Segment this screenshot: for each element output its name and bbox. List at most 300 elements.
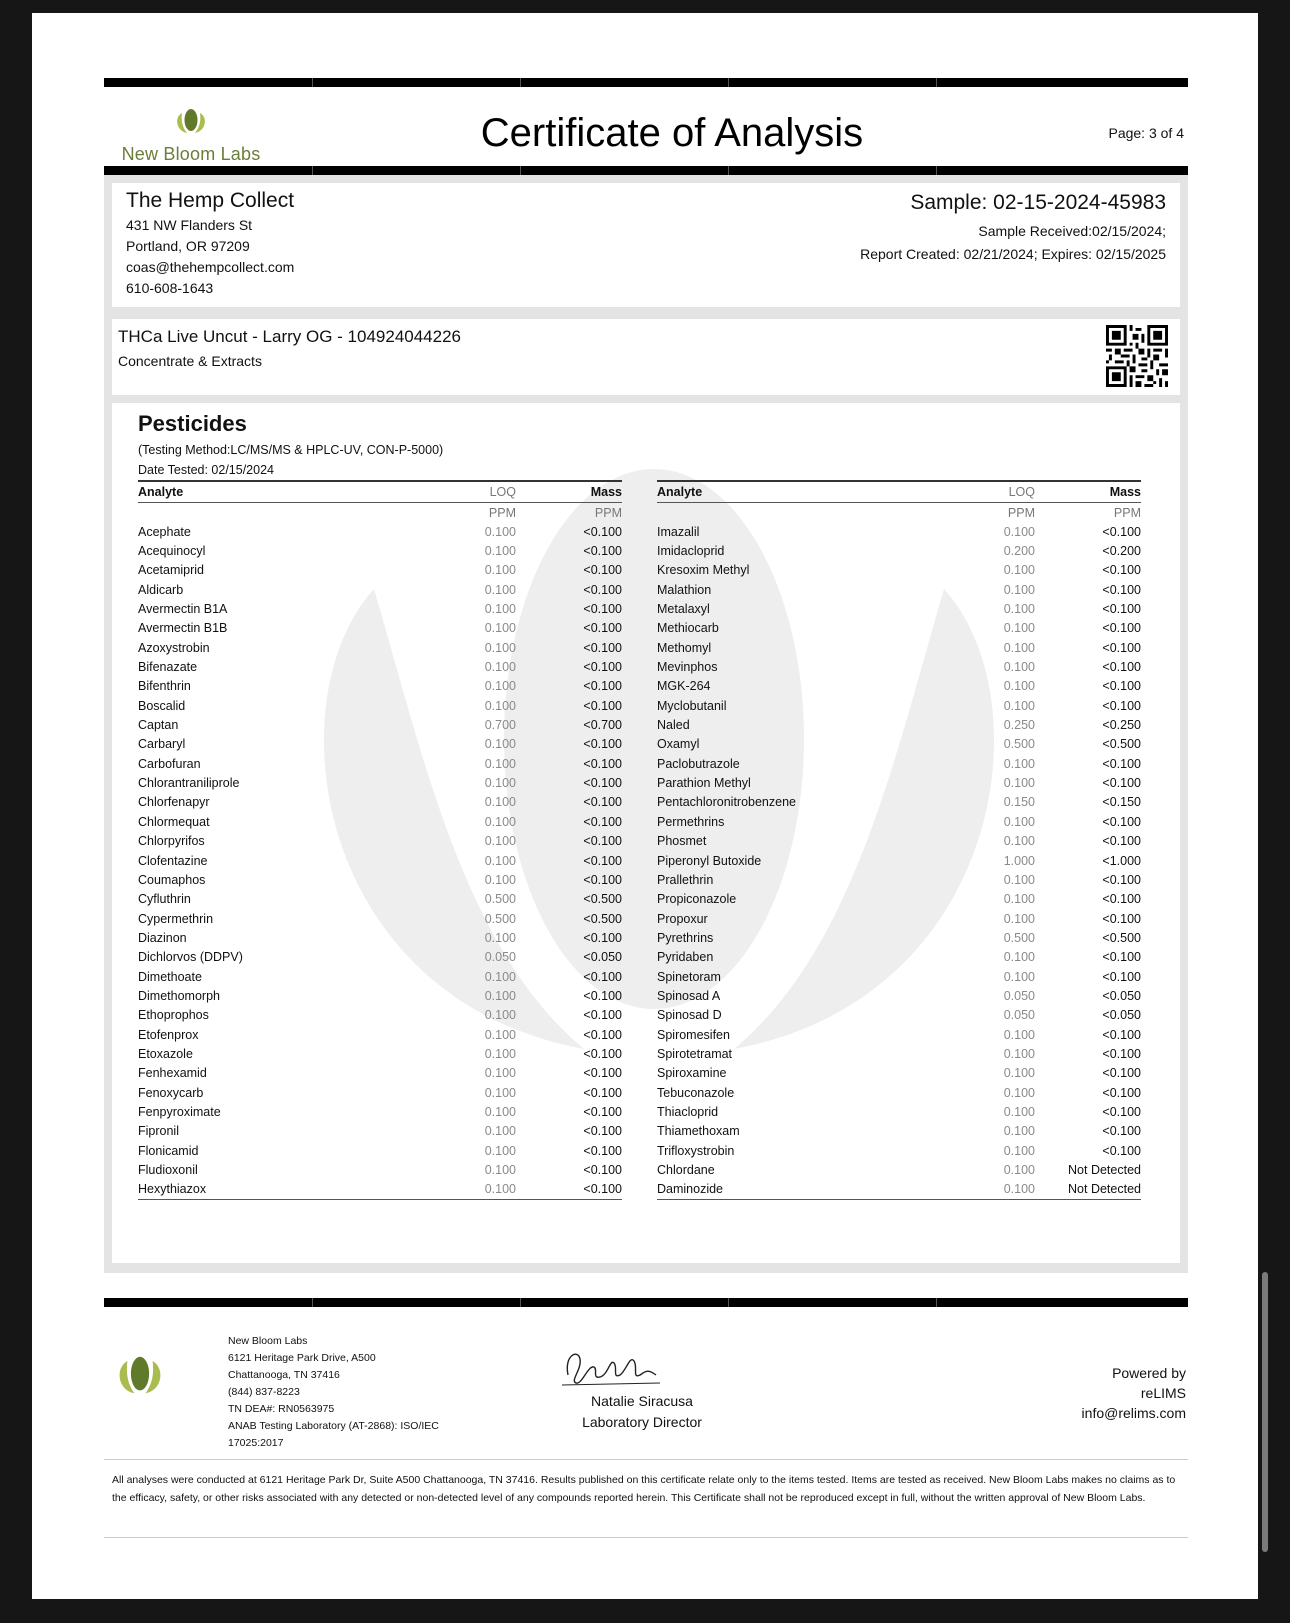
loq-unit: PPM xyxy=(1007,505,1035,520)
loq-value: 0.100 xyxy=(1003,814,1035,829)
mass-value: <0.100 xyxy=(583,1066,622,1081)
mass-value: Not Detected xyxy=(1068,1163,1141,1178)
table-row xyxy=(138,522,622,541)
table-row xyxy=(138,715,622,734)
table-row xyxy=(657,1006,1141,1025)
analyte-name: Fenpyroximate xyxy=(138,1104,221,1119)
analyte-name: Myclobutanil xyxy=(657,698,727,713)
analyte-name: Parathion Methyl xyxy=(657,776,751,791)
table-row xyxy=(657,967,1141,986)
analyte-name: Diazinon xyxy=(138,930,187,945)
col-loq: LOQ xyxy=(957,481,1041,503)
table-row xyxy=(657,948,1141,967)
table-row xyxy=(657,754,1141,773)
analyte-name: Clofentazine xyxy=(138,853,208,868)
loq-value: 0.100 xyxy=(484,660,516,675)
mass-value: <0.050 xyxy=(1102,1008,1141,1023)
table-row xyxy=(657,541,1141,560)
analyte-name: Carbofuran xyxy=(138,756,201,771)
mass-value: <0.100 xyxy=(1102,756,1141,771)
table-row xyxy=(138,986,622,1005)
table-row xyxy=(657,638,1141,657)
loq-value: 0.100 xyxy=(957,1180,1041,1200)
table-row xyxy=(138,948,622,967)
mass-value: <0.100 xyxy=(583,795,622,810)
mass-value: <0.100 xyxy=(583,698,622,713)
analyte-name: Fludioxonil xyxy=(138,1163,198,1178)
client-name: The Hemp Collect xyxy=(126,189,295,212)
analyte-name: Spiromesifen xyxy=(657,1027,730,1042)
table-row xyxy=(657,715,1141,734)
loq-value: 0.100 xyxy=(484,756,516,771)
loq-value: 0.100 xyxy=(1003,1104,1035,1119)
loq-value: 0.100 xyxy=(1003,621,1035,636)
mass-value: <0.100 xyxy=(583,1104,622,1119)
analyte-name: Mevinphos xyxy=(657,660,718,675)
loq-value: 0.050 xyxy=(1003,988,1035,1003)
mass-value: <0.100 xyxy=(1102,602,1141,617)
mass-value: <0.100 xyxy=(1102,814,1141,829)
mass-value: <0.100 xyxy=(583,1008,622,1023)
loq-value: 0.500 xyxy=(484,911,516,926)
analyte-name: Pyrethrins xyxy=(657,930,714,945)
analyte-name: Spiroxamine xyxy=(657,1066,727,1081)
analyte-name: Etofenprox xyxy=(138,1027,199,1042)
analyte-name: Propoxur xyxy=(657,911,708,926)
client-email: coas@thehempcollect.com xyxy=(126,259,295,275)
pesticides-table-left xyxy=(138,480,622,1200)
mass-value: <0.100 xyxy=(1102,582,1141,597)
analyte-name: Avermectin B1B xyxy=(138,621,228,636)
scrollbar-thumb[interactable] xyxy=(1262,1272,1268,1552)
table-row xyxy=(138,696,622,715)
mass-value: <0.100 xyxy=(583,969,622,984)
mass-value: <0.100 xyxy=(1102,911,1141,926)
loq-value: 0.100 xyxy=(1003,1027,1035,1042)
mass-value: <0.100 xyxy=(1102,872,1141,887)
loq-value: 0.100 xyxy=(484,1085,516,1100)
loq-value: 0.100 xyxy=(1003,1046,1035,1061)
table-row xyxy=(138,1025,622,1044)
analyte-name: Imazalil xyxy=(657,524,700,539)
mass-value: <0.250 xyxy=(1102,718,1141,733)
signer-block xyxy=(532,1391,752,1433)
analyte-name: Fipronil xyxy=(138,1124,179,1139)
product-category: Concentrate & Extracts xyxy=(118,353,262,369)
table-row xyxy=(657,1102,1141,1121)
analyte-name: Pyridaben xyxy=(657,950,714,965)
mass-value: <0.100 xyxy=(583,756,622,771)
mass-value: <0.100 xyxy=(1102,969,1141,984)
table-row xyxy=(138,870,622,889)
leaf-logo-icon xyxy=(171,107,211,137)
table-row xyxy=(657,657,1141,676)
table-row xyxy=(138,967,622,986)
mass-value: <0.100 xyxy=(583,1027,622,1042)
analyte-name: Pentachloronitrobenzene xyxy=(657,795,796,810)
mass-value: <0.100 xyxy=(1102,1124,1141,1139)
mass-value: <0.100 xyxy=(1102,660,1141,675)
loq-value: 0.100 xyxy=(484,737,516,752)
footer-divider-bottom xyxy=(104,1537,1188,1538)
mass-value: <0.700 xyxy=(583,718,622,733)
mass-value: <0.100 xyxy=(583,1163,622,1178)
mass-value: <0.100 xyxy=(1102,1085,1141,1100)
loq-value: 0.100 xyxy=(484,795,516,810)
analyte-name: Piperonyl Butoxide xyxy=(657,853,762,868)
powered-by-label: Powered by xyxy=(1112,1365,1186,1381)
table-row xyxy=(657,561,1141,580)
loq-value: 0.100 xyxy=(438,1180,522,1200)
analyte-name: Thiamethoxam xyxy=(657,1124,740,1139)
mass-value: <0.100 xyxy=(1102,950,1141,965)
loq-value: 0.100 xyxy=(1003,1085,1035,1100)
loq-value: 0.100 xyxy=(484,582,516,597)
loq-value: 0.100 xyxy=(484,1008,516,1023)
loq-value: 0.100 xyxy=(1003,698,1035,713)
mass-value: <0.100 xyxy=(583,621,622,636)
analyte-name: Dimethomorph xyxy=(138,988,220,1003)
client-address-line2: Portland, OR 97209 xyxy=(126,238,250,254)
mass-value: <0.500 xyxy=(583,892,622,907)
mass-value: <0.100 xyxy=(583,679,622,694)
table-row xyxy=(138,657,622,676)
loq-value: 0.100 xyxy=(1003,969,1035,984)
signature-image xyxy=(560,1345,670,1389)
mass-value: <0.100 xyxy=(1102,1104,1141,1119)
table-row xyxy=(138,812,622,831)
loq-value: 0.100 xyxy=(484,930,516,945)
loq-value: 0.100 xyxy=(484,834,516,849)
loq-value: 0.100 xyxy=(1003,679,1035,694)
analyte-name: Bifenazate xyxy=(138,660,198,675)
lab-info-line: New Bloom Labs xyxy=(228,1335,308,1347)
loq-value: 0.100 xyxy=(484,853,516,868)
pesticides-panel xyxy=(104,395,1188,1273)
table-row xyxy=(657,1180,1141,1200)
table-row xyxy=(657,1141,1141,1160)
mass-value: <0.100 xyxy=(583,737,622,752)
table-row xyxy=(138,677,622,696)
loq-value: 0.100 xyxy=(1003,892,1035,907)
analyte-name: Cypermethrin xyxy=(138,911,214,926)
header-rule xyxy=(104,166,1188,175)
loq-value: 0.100 xyxy=(484,814,516,829)
table-row xyxy=(138,599,622,618)
analyte-name: Spinetoram xyxy=(657,969,721,984)
lab-info-line: Chattanooga, TN 37416 xyxy=(228,1369,340,1381)
loq-value: 0.100 xyxy=(484,698,516,713)
loq-value: 0.100 xyxy=(1003,640,1035,655)
col-loq: LOQ xyxy=(438,481,522,503)
loq-value: 0.100 xyxy=(484,544,516,559)
analyte-name: Chlordane xyxy=(657,1163,715,1178)
table-row xyxy=(657,599,1141,618)
table-row xyxy=(138,1122,622,1141)
mass-value: <0.200 xyxy=(1102,544,1141,559)
analyte-name: Trifloxystrobin xyxy=(657,1143,735,1158)
table-row xyxy=(657,909,1141,928)
mass-value: <0.100 xyxy=(1102,524,1141,539)
sample-received: Sample Received:02/15/2024; xyxy=(978,223,1166,239)
analyte-name: Kresoxim Methyl xyxy=(657,563,750,578)
mass-value: <0.100 xyxy=(583,524,622,539)
table-row xyxy=(657,851,1141,870)
lab-logo-text: New Bloom Labs xyxy=(121,144,261,164)
mass-value: <0.100 xyxy=(583,582,622,597)
mass-value: <0.100 xyxy=(583,930,622,945)
table-row xyxy=(657,832,1141,851)
loq-unit: PPM xyxy=(488,505,516,520)
analyte-name: Phosmet xyxy=(657,834,707,849)
mass-value: <0.100 xyxy=(583,1143,622,1158)
table-row xyxy=(657,928,1141,947)
analyte-name: Spinosad A xyxy=(657,988,721,1003)
analyte-name: Metalaxyl xyxy=(657,602,710,617)
client-panel xyxy=(104,175,1188,319)
mass-value: <0.100 xyxy=(522,1180,622,1200)
signer-name: Natalie Siracusa xyxy=(591,1393,693,1409)
analyte-name: Cyfluthrin xyxy=(138,892,191,907)
loq-value: 0.100 xyxy=(484,524,516,539)
disclaimer: All analyses were conducted at 6121 Heritage Park Dr, Suite A500 Chattanooga, TN 37416. Results published on this certificate relate only to the items tested. Items are tested as received. New Bloom Labs makes no claims as to the efficacy, safety, or other risks associated with any detected or non-detected level of any compounds reported herein. This Certificate shall not be reproduced except in full, without the written approval of New Bloom Labs. xyxy=(112,1474,1176,1504)
powered-by-email[interactable]: info@relims.com xyxy=(1081,1405,1186,1421)
loq-value: 0.100 xyxy=(1003,1066,1035,1081)
analyte-name: Flonicamid xyxy=(138,1143,199,1158)
analyte-name: Chlorfenapyr xyxy=(138,795,210,810)
analyte-name: Chlormequat xyxy=(138,814,210,829)
table-row xyxy=(657,619,1141,638)
table-row xyxy=(657,677,1141,696)
loq-value: 0.500 xyxy=(1003,737,1035,752)
analyte-name: Chlorpyrifos xyxy=(138,834,205,849)
table-row xyxy=(138,1180,622,1200)
table-row xyxy=(138,541,622,560)
sample-id: Sample: 02-15-2024-45983 xyxy=(910,191,1166,214)
loq-value: 0.100 xyxy=(484,969,516,984)
loq-value: 0.100 xyxy=(1003,1163,1035,1178)
loq-value: 0.100 xyxy=(1003,524,1035,539)
table-row xyxy=(657,696,1141,715)
table-row xyxy=(138,735,622,754)
lab-info-line: ANAB Testing Laboratory (AT-2868): ISO/IEC xyxy=(228,1420,439,1432)
table-row xyxy=(657,986,1141,1005)
analyte-name: Chlorantraniliprole xyxy=(138,776,240,791)
loq-value: 0.100 xyxy=(1003,756,1035,771)
mass-value: <0.500 xyxy=(583,911,622,926)
lab-contact-info xyxy=(228,1333,478,1452)
mass-value: <0.500 xyxy=(1102,737,1141,752)
loq-value: 0.050 xyxy=(484,950,516,965)
table-row xyxy=(657,522,1141,541)
loq-value: 0.700 xyxy=(484,718,516,733)
loq-value: 0.100 xyxy=(484,621,516,636)
client-phone: 610-608-1643 xyxy=(126,280,214,296)
analyte-name: Coumaphos xyxy=(138,872,206,887)
loq-value: 0.100 xyxy=(484,988,516,1003)
mass-value: <0.100 xyxy=(1102,679,1141,694)
document-title: Certificate of Analysis xyxy=(480,111,864,155)
table-row xyxy=(657,1025,1141,1044)
mass-value: <0.100 xyxy=(1102,892,1141,907)
table-row xyxy=(138,890,622,909)
mass-value: <0.500 xyxy=(1102,930,1141,945)
mass-value: Not Detected xyxy=(1041,1180,1141,1200)
analyte-name: Dichlorvos (DDPV) xyxy=(138,950,243,965)
analyte-name: MGK-264 xyxy=(657,679,711,694)
table-row xyxy=(657,812,1141,831)
loq-value: 0.100 xyxy=(484,602,516,617)
loq-value: 0.200 xyxy=(1003,544,1035,559)
analyte-name: Spirotetramat xyxy=(657,1046,733,1061)
mass-value: <0.100 xyxy=(583,814,622,829)
analyte-name: Bifenthrin xyxy=(138,679,191,694)
table-row xyxy=(138,619,622,638)
table-row xyxy=(657,1122,1141,1141)
mass-value: <0.100 xyxy=(583,1046,622,1061)
loq-value: 0.500 xyxy=(484,892,516,907)
mass-unit: PPM xyxy=(594,505,622,520)
loq-value: 1.000 xyxy=(1003,853,1035,868)
table-row xyxy=(657,1160,1141,1179)
analyte-name: Daminozide xyxy=(657,1180,957,1200)
leaf-logo-footer-icon xyxy=(112,1353,168,1397)
mass-value: <0.100 xyxy=(583,776,622,791)
loq-value: 0.100 xyxy=(1003,911,1035,926)
loq-value: 0.100 xyxy=(484,640,516,655)
col-mass: Mass xyxy=(1041,481,1141,503)
mass-value: <0.100 xyxy=(583,660,622,675)
lab-logo xyxy=(116,107,266,165)
mass-value: <0.100 xyxy=(583,834,622,849)
loq-value: 0.100 xyxy=(484,1027,516,1042)
table-row xyxy=(657,870,1141,889)
loq-value: 0.100 xyxy=(1003,950,1035,965)
loq-value: 0.100 xyxy=(1003,776,1035,791)
table-row xyxy=(138,1102,622,1121)
table-row xyxy=(138,1064,622,1083)
certificate-page xyxy=(32,13,1258,1599)
col-analyte: Analyte xyxy=(657,481,957,503)
table-row xyxy=(138,1006,622,1025)
loq-value: 0.100 xyxy=(1003,834,1035,849)
loq-value: 0.100 xyxy=(1003,563,1035,578)
analyte-name: Captan xyxy=(138,718,179,733)
date-tested: Date Tested: 02/15/2024 xyxy=(138,463,274,477)
product-panel xyxy=(104,319,1188,403)
report-created: Report Created: 02/21/2024; Expires: 02/15/2025 xyxy=(860,246,1166,262)
mass-value: <0.100 xyxy=(583,853,622,868)
footer-rule xyxy=(104,1298,1188,1307)
product-name: THCa Live Uncut - Larry OG - 104924044226 xyxy=(118,327,462,346)
mass-value: <0.100 xyxy=(583,544,622,559)
analyte-name: Naled xyxy=(657,718,690,733)
loq-value: 0.100 xyxy=(484,1046,516,1061)
analyte-name: Imidacloprid xyxy=(657,544,725,559)
loq-value: 0.100 xyxy=(484,563,516,578)
loq-value: 0.100 xyxy=(1003,872,1035,887)
mass-unit: PPM xyxy=(1113,505,1141,520)
loq-value: 0.500 xyxy=(1003,930,1035,945)
mass-value: <0.100 xyxy=(1102,1066,1141,1081)
analyte-name: Etoxazole xyxy=(138,1046,193,1061)
mass-value: <0.100 xyxy=(583,640,622,655)
lab-info-line: 17025:2017 xyxy=(228,1437,284,1449)
analyte-name: Carbaryl xyxy=(138,737,186,752)
qr-code-icon xyxy=(1106,325,1168,387)
loq-value: 0.100 xyxy=(1003,1143,1035,1158)
footer-divider xyxy=(104,1459,1188,1460)
client-address-line1: 431 NW Flanders St xyxy=(126,217,253,233)
mass-value: <0.100 xyxy=(583,1124,622,1139)
loq-value: 0.100 xyxy=(1003,660,1035,675)
table-row xyxy=(657,1064,1141,1083)
loq-value: 0.150 xyxy=(1003,795,1035,810)
mass-value: <0.100 xyxy=(1102,776,1141,791)
powered-by xyxy=(1082,1363,1186,1423)
analyte-name: Boscalid xyxy=(138,698,186,713)
loq-value: 0.100 xyxy=(484,1104,516,1119)
mass-value: <1.000 xyxy=(1102,853,1141,868)
mass-value: <0.100 xyxy=(1102,834,1141,849)
table-row xyxy=(138,832,622,851)
loq-value: 0.100 xyxy=(484,776,516,791)
mass-value: <0.100 xyxy=(1102,1143,1141,1158)
table-row xyxy=(138,851,622,870)
mass-value: <0.050 xyxy=(583,950,622,965)
table-row xyxy=(657,1044,1141,1063)
loq-value: 0.100 xyxy=(484,1163,516,1178)
analyte-name: Methiocarb xyxy=(657,621,719,636)
analyte-name: Acequinocyl xyxy=(138,544,206,559)
analyte-name: Hexythiazox xyxy=(138,1180,438,1200)
analyte-name: Prallethrin xyxy=(657,872,714,887)
table-row xyxy=(138,754,622,773)
loq-value: 0.100 xyxy=(1003,602,1035,617)
mass-value: <0.100 xyxy=(583,602,622,617)
analyte-name: Avermectin B1A xyxy=(138,602,228,617)
analyte-name: Methomyl xyxy=(657,640,712,655)
analyte-name: Dimethoate xyxy=(138,969,202,984)
col-mass: Mass xyxy=(522,481,622,503)
lab-info-line: (844) 837-8223 xyxy=(228,1386,300,1398)
table-row xyxy=(657,580,1141,599)
mass-value: <0.050 xyxy=(1102,988,1141,1003)
loq-value: 0.100 xyxy=(484,1143,516,1158)
col-analyte: Analyte xyxy=(138,481,438,503)
analyte-name: Fenhexamid xyxy=(138,1066,207,1081)
table-row xyxy=(138,1044,622,1063)
loq-value: 0.100 xyxy=(484,679,516,694)
analyte-name: Propiconazole xyxy=(657,892,737,907)
mass-value: <0.100 xyxy=(583,988,622,1003)
lab-info-line: 6121 Heritage Park Drive, A500 xyxy=(228,1352,376,1364)
loq-value: 0.100 xyxy=(484,1066,516,1081)
analyte-name: Acephate xyxy=(138,524,191,539)
mass-value: <0.100 xyxy=(583,872,622,887)
page-number: Page: 3 of 4 xyxy=(1108,125,1184,141)
table-row xyxy=(138,928,622,947)
analyte-name: Tebuconazole xyxy=(657,1085,735,1100)
analyte-name: Fenoxycarb xyxy=(138,1085,204,1100)
analyte-name: Malathion xyxy=(657,582,712,597)
analyte-name: Paclobutrazole xyxy=(657,756,740,771)
testing-method: (Testing Method:LC/MS/MS & HPLC-UV, CON-P-5000) xyxy=(138,443,444,457)
loq-value: 0.100 xyxy=(484,872,516,887)
table-row xyxy=(657,773,1141,792)
loq-value: 0.100 xyxy=(1003,1124,1035,1139)
table-row xyxy=(138,773,622,792)
